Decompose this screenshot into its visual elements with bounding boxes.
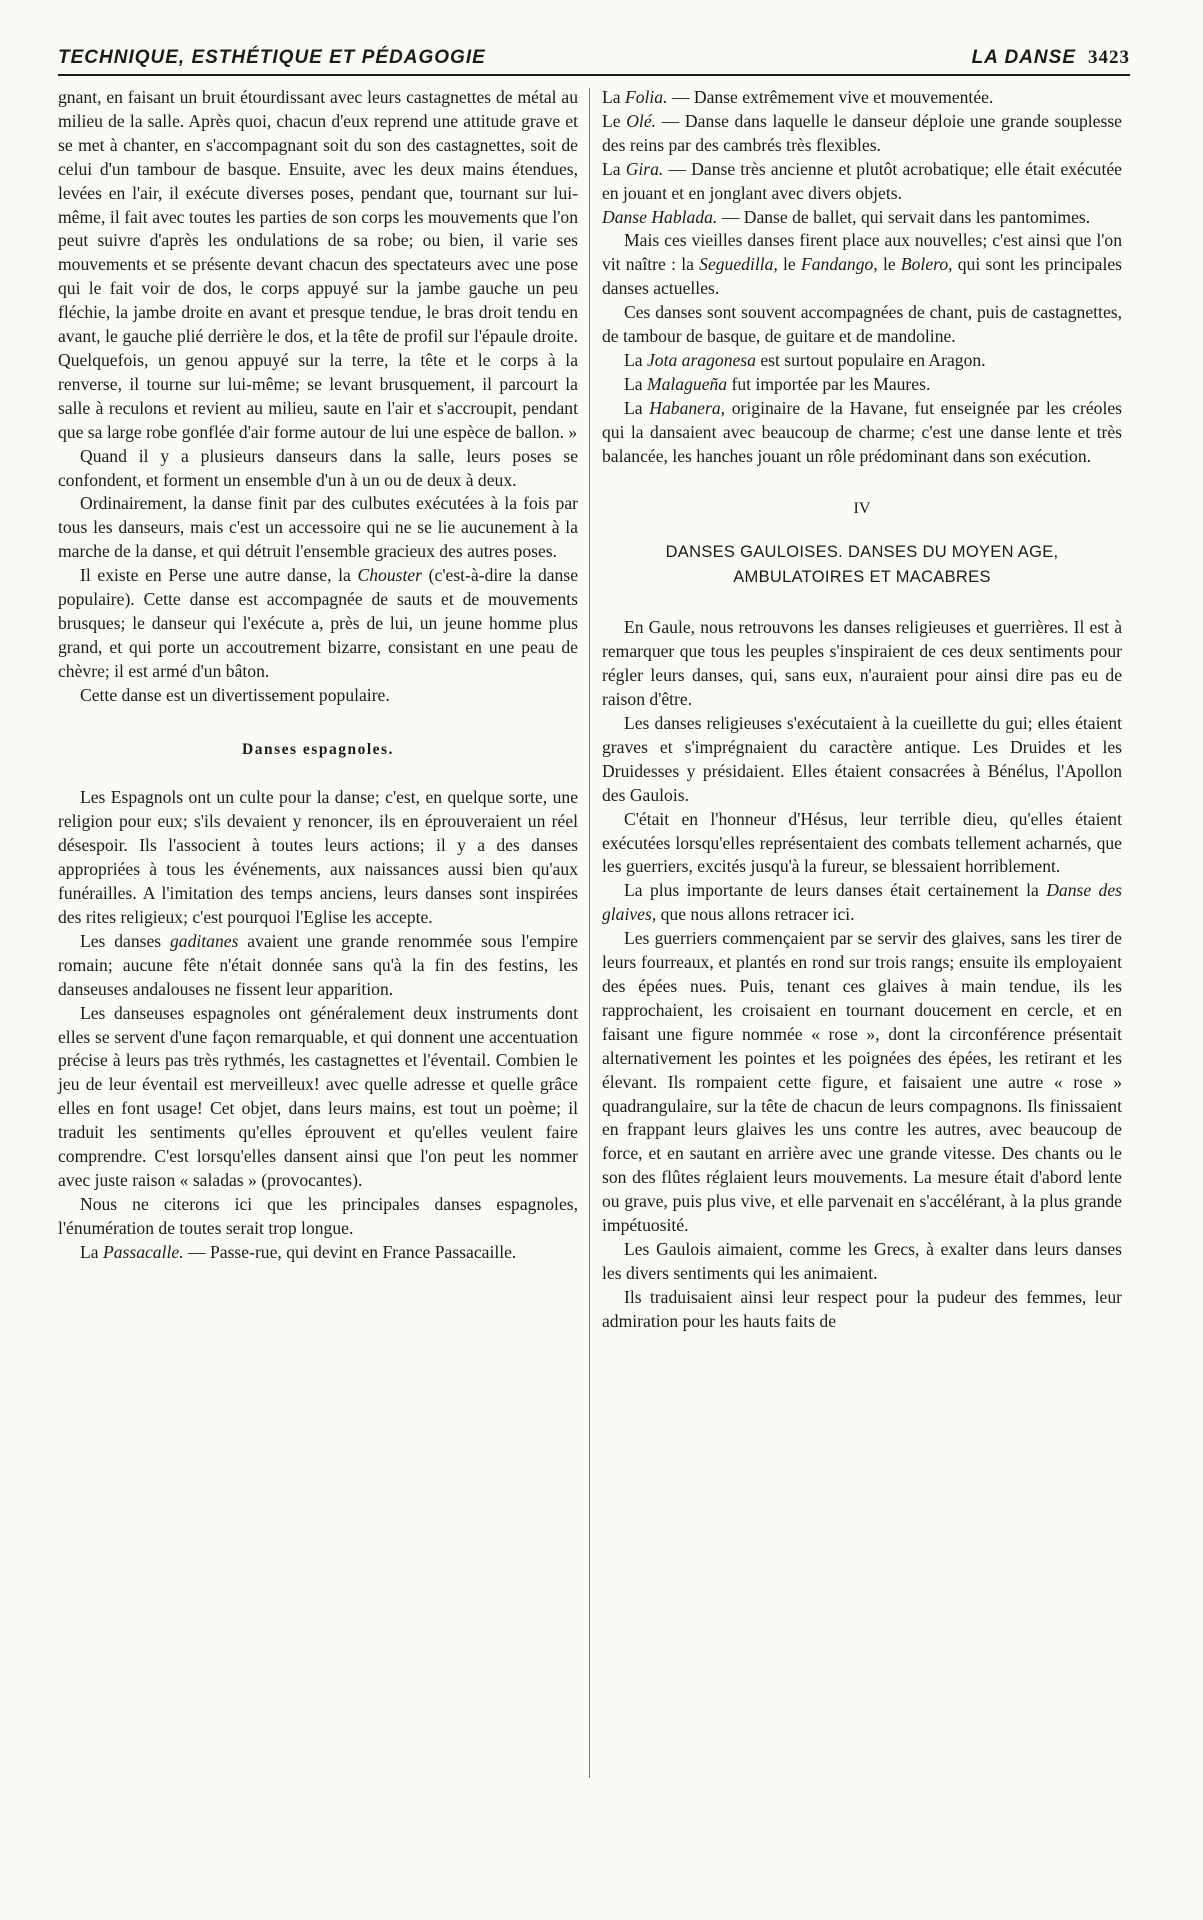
text-run: originaire de la Havane, fut enseignée par les créoles qui la dansaient avec beaucoup de charme; c'est une danse lente et très balancée, les hanches jouant un rôle prédominant dans son exécution. [602, 397, 1122, 466]
paragraph: Ils traduisaient ainsi leur respect pour la pudeur des femmes, leur admiration pour les hauts faits de [602, 1286, 1122, 1331]
paragraph: Ces danses sont souvent accompagnées de chant, puis de castagnettes, de tambour de basque, de guitare et de mandoline. [602, 302, 1122, 347]
paragraph: Nous ne citerons ici que les principales danses espagnoles, l'énumération de toutes serait trop longue. [58, 1193, 578, 1238]
paragraph [58, 930, 578, 1002]
header-right [972, 47, 1130, 69]
italic-term: Gira. [625, 158, 664, 179]
italic-term: Jota aragonesa [646, 349, 756, 370]
paragraph: Les danseuses espagnoles ont généralement deux instruments dont elles se servent d'une façon remarquable, et qui donnent une accentuation précise à leurs pas très rythmés, les castagnettes et l'éventail. Combien le jeu de leur éventail est merveilleux! avec quelle adresse et quelle grâce elles en font usage! Cet objet, dans leurs mains, est tout un poème; il traduit les sentiments qu'elles éprouvent et qu'elles veulent faire comprendre. C'est lorsqu'elles dansent ainsi que l'on peut les nommer avec juste raison « saladas » (provocantes). [58, 1002, 578, 1190]
column-divider [589, 88, 590, 1778]
text-run: qui sont les principales danses actuelles. [602, 254, 1123, 299]
paragraph: Les Espagnols ont un culte pour la danse; c'est, en quelque sorte, une religion pour eux; s'ils devaient y renoncer, ils en éprouveraient un réel désespoir. Ils l'associent à toutes leurs actions; il y a des danses appropriées à tous les événements, aux naissances aussi bien qu'aux funérailles. A l'imitation des temps anciens, leurs danses sont inspirées des rites religieux; c'est pourquoi l'Eglise les accepte. [58, 787, 578, 927]
italic-term: Bolero, [900, 254, 953, 275]
document-page [58, 44, 1130, 1884]
text-run: est surtout populaire en Aragon. [755, 349, 986, 370]
section-heading-line: AMBULATOIRES ET MACABRES [733, 568, 991, 587]
italic-term: Passacalle. [102, 1241, 184, 1262]
subsection-heading: Danses espagnoles. [242, 740, 394, 758]
italic-term: Fandango, [800, 254, 878, 275]
paragraph [602, 158, 1122, 206]
paragraph: C'était en l'honneur d'Hésus, leur terrible dieu, qu'elles étaient exécutées lorsqu'elles représentaient des combats tellement acharnés, que les guerriers, excités jusqu'à la fureur, se blessaient horriblement. [602, 808, 1122, 877]
text-run: fut importée par les Maures. [727, 373, 931, 394]
paragraph [602, 229, 1122, 301]
left-column [58, 86, 578, 1265]
text-run: (c'est-à-dire la danse populaire). Cette danse est accompagnée de sauts et de mouvements brusques; le danseur qui l'exécute a, près de lui, un jeune homme plus grand, et qui porte un accoutrement bizarre, consistant en une peau de chèvre; il est armé d'un bâton. [58, 565, 579, 681]
section-number: IV [853, 499, 871, 517]
italic-term: gaditanes [170, 930, 239, 951]
text-run: — Danse de ballet, qui servait dans les pantomimes. [717, 206, 1091, 227]
running-header [58, 44, 1130, 76]
paragraph: En Gaule, nous retrouvons les danses religieuses et guerrières. Il est à remarquer que tous les peuples s'inspiraient de ces deux sentiments pour régler leurs danses, qui, sans eux, n'auraient pour ainsi dire pas eu de raison d'être. [602, 617, 1122, 710]
section-heading [602, 540, 1122, 590]
text-run: — Danse très ancienne et plutôt acrobatique; elle était exécutée en jouant et en jonglant avec divers objets. [602, 158, 1122, 203]
text-run: Le [602, 110, 627, 131]
header-left-title: TECHNIQUE, ESTHÉTIQUE ET PÉDAGOGIE [58, 47, 486, 68]
text-run: — Danse extrêmement vive et mouvementée. [667, 87, 994, 107]
paragraph: Ordinairement, la danse finit par des culbutes exécutées à la fois par tous les danseurs, mais c'est un accessoire qui ne se lie aucunement à la marche de la danse, et qui détruit l'ensemble gracieux des autres poses. [58, 493, 578, 562]
italic-term: Olé. [626, 110, 657, 131]
italic-term: Seguedilla, [699, 254, 778, 275]
text-run: que nous allons retracer ici. [656, 904, 855, 925]
paragraph: Les guerriers commençaient par se servir des glaives, sans les tirer de leurs fourreaux, et plantés en rond sur trois rangs; ensuite ils employaient des épées nues. Puis, tenant ces glaives à main tendue, ils les rapprochaient, les croisaient en tournant doucement en cercle, et en faisant une figure nommée « rose », dont la circonférence présentait alternativement les pointes et les poignées des épées, les retirant et les élevant. Ils rompaient cette figure, et faisaient une autre « rose » quadrangulaire, sur la tête de chacun de leurs compagnons. Ils finissaient en frappant leurs glaives les uns contre les autres, avec beaucoup de force, et en sautant en arrière avec une grande vitesse. Des chants ou le son des flûtes réglaient leurs mouvements. La mesure était d'abord lente ou grave, puis plus vive, et elle parvenait en s'accélérant, à la plus grande impétuosité. [602, 928, 1122, 1236]
text-run: Mais ces vieilles danses firent place aux nouvelles; c'est ainsi que l'on vit naître : la [602, 230, 1122, 275]
italic-term: Malagueña [646, 373, 728, 394]
paragraph: Les Gaulois aimaient, comme les Grecs, à exalter dans leurs danses les divers sentiments qui les animaient. [602, 1238, 1122, 1283]
text-run: La [624, 397, 650, 418]
paragraph [58, 1241, 578, 1265]
text-run: — Danse dans laquelle le danseur déploie une grande souplesse des reins par des cambrés très flexibles. [602, 110, 1122, 155]
paragraph [58, 564, 578, 684]
text-run: avaient une grande renommée sous l'empire romain; aucune fête n'était donnée sans qu'à la fin des festins, les danseuses andalouses ne fissent leur apparition. [58, 930, 578, 999]
text-run: La [602, 158, 626, 179]
italic-term: Chouster [357, 565, 423, 586]
text-run: Il existe en Perse une autre danse, la [80, 565, 358, 586]
paragraph: Cette danse est un divertissement populaire. [80, 684, 390, 705]
paragraph: Les danses religieuses s'exécutaient à la cueillette du gui; elles étaient graves et s'imprégnaient du caractère antique. Les Druides et les Druidesses y présidaient. Elles étaient consacrées à Bénélus, l'Apollon des Gaulois. [602, 713, 1122, 805]
paragraph [602, 373, 1122, 397]
text-run: le [877, 254, 901, 275]
text-run: La plus importante de leurs danses était certainement la [624, 880, 1047, 901]
paragraph: Quand il y a plusieurs danseurs dans la salle, leurs poses se confondent, et forment un ensemble d'un à un ou de deux à deux. [58, 445, 578, 490]
header-right-title: LA DANSE [971, 47, 1076, 68]
paragraph [602, 110, 1122, 158]
italic-term: Danse Hablada. [602, 206, 718, 227]
section-heading-line: DANSES GAULOISES. DANSES DU MOYEN AGE, [665, 543, 1059, 562]
paragraph [602, 879, 1122, 927]
italic-term: Folia. [624, 87, 668, 107]
text-run: La [624, 373, 647, 394]
italic-term: Danse des glaives, [602, 880, 1122, 925]
paragraph: gnant, en faisant un bruit étourdissant avec leurs castagnettes de métal au milieu de la salle. Après quoi, chacun d'eux reprend une attitude grave et se met à chanter, en s'accompagnant soit du son des castagnettes, soit de celui d'un tambour de basque. Ensuite, avec les deux mains étendues, levées en l'air, il exécute diverses poses, pendant que, tournant sur lui-même, il fait avec toutes les parties de son corps les mouvements que l'on peut suivre d'après les ondulations de sa robe; ou bien, il varie ses mouvements et se présente devant chacun des spectateurs avec une pose qui le fait voir de dos, le corps appuyé sur la jambe gauche un peu fléchie, la jambe droite en avant et presque tendue, le bras droit tendu en avant, le gauche plié derrière le dos, et la tête de profil sur l'épaule droite. Quelquefois, un genou appuyé sur la terre, la tête et le corps à la renverse, il tourne sur lui-même; se levant brusquement, il parcourt la salle à reculons et revient au milieu, saute en l'air et s'accroupit, pendant que sa large robe gonflée d'air forme autour de lui une espèce de ballon. » [58, 87, 578, 442]
page-number: 3423 [1088, 47, 1130, 68]
italic-term: Habanera, [649, 397, 726, 418]
text-run: le [777, 254, 801, 275]
text-run: Les danses [80, 930, 170, 951]
paragraph [602, 349, 1122, 373]
text-run: — Passe-rue, qui devint en France Passacaille. [183, 1241, 517, 1262]
text-run: La [80, 1241, 103, 1262]
right-column [602, 86, 1122, 1334]
paragraph [602, 397, 1122, 469]
text-run: La [602, 87, 625, 107]
paragraph [602, 86, 1122, 110]
paragraph [602, 206, 1122, 230]
text-run: La [624, 349, 647, 370]
